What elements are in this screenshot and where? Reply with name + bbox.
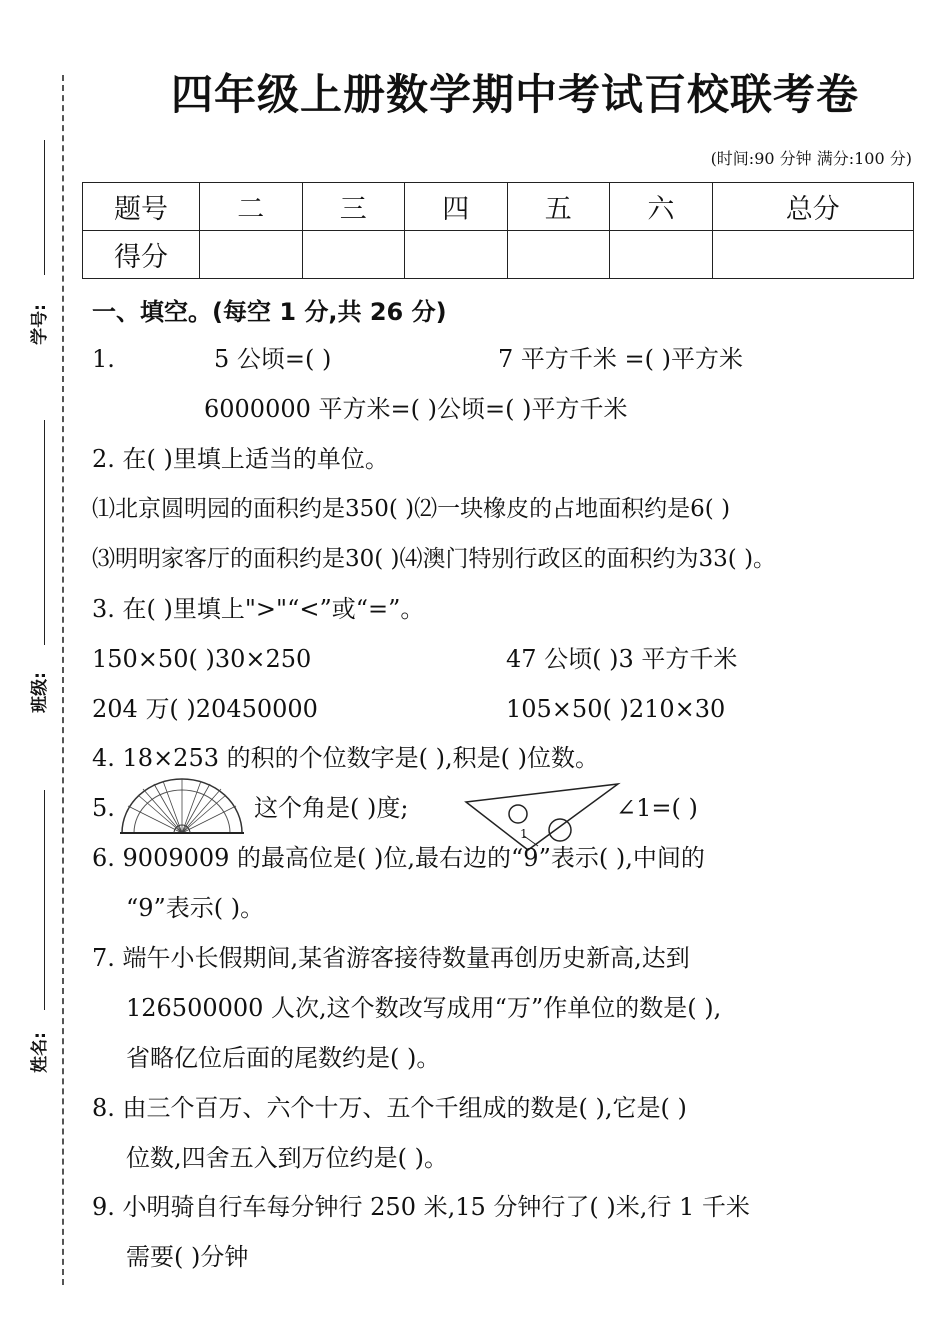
question-6-line-1: 6. 9009009 的最高位是( )位,最右边的“9”表示( ),中间的 [92,844,705,872]
question-3: 3. 在( )里填上">"“<”或“=”。 [92,595,425,623]
xingming-line [44,790,45,1010]
question-9-line-1: 9. 小明骑自行车每分钟行 250 米,15 分钟行了( )米,行 1 千米 [92,1193,750,1221]
cut-line [62,75,64,1285]
binding-margin [0,0,75,1344]
banji-label: 班级: [29,672,50,713]
question-3-b: 47 公顷( )3 平方千米 [506,645,738,673]
header-cell: 二 [200,183,303,231]
header-cell: 总分 [712,183,913,231]
question-2: 2. 在( )里填上适当的单位。 [92,445,389,473]
question-1-part-a: 5 公顷=( ) [214,345,332,373]
question-5-number: 5. [92,794,115,822]
question-5-part-a: 这个角是( )度; [254,794,409,822]
question-4: 4. 18×253 的积的个位数字是( ),积是( )位数。 [92,744,599,772]
question-3-a: 150×50( )30×250 [92,645,312,673]
question-2-items-2: ⑶明明家客厅的面积约是30( )⑷澳门特别行政区的面积约为33( )。 [92,546,777,572]
question-9-line-2: 需要( )分钟 [126,1243,249,1271]
question-1-part-b: 7 平方千米 =( )平方米 [498,345,743,373]
xuehao-label: 学号: [29,304,50,345]
question-3-d: 105×50( )210×30 [506,695,726,723]
question-2-items-1: ⑴北京圆明园的面积约是350( )⑵一块橡皮的占地面积约是6( ) [92,496,731,522]
angle-label: 1 [520,827,528,841]
section-heading: 一、填空。(每空 1 分,共 26 分) [92,298,447,326]
question-7-line-1: 7. 端午小长假期间,某省游客接待数量再创历史新高,达到 [92,944,690,972]
banji-line [44,420,45,645]
score-table [82,182,914,279]
xingming-label: 姓名: [29,1032,50,1073]
exam-info: (时间:90 分钟 满分:100 分) [710,149,912,168]
score-cell[interactable] [405,231,508,279]
question-5-part-b: ∠1=( ) [616,794,698,822]
score-table-header-row [83,183,914,231]
question-1-part-c: 6000000 平方米=( )公顷=( )平方千米 [204,395,628,423]
question-7-line-3: 省略亿位后面的尾数约是( )。 [126,1044,441,1072]
question-6-line-2: “9”表示( )。 [126,894,265,922]
score-table-score-row [83,231,914,279]
score-cell[interactable] [302,231,405,279]
header-cell: 题号 [83,183,200,231]
header-cell: 六 [610,183,713,231]
header-cell: 四 [405,183,508,231]
score-cell[interactable] [610,231,713,279]
score-cell[interactable] [200,231,303,279]
set-square-icon [462,776,622,852]
score-cell[interactable] [712,231,913,279]
score-cell[interactable] [507,231,610,279]
question-3-c: 204 万( )20450000 [92,695,318,723]
page-title: 四年级上册数学期中考试百校联考卷 [170,70,859,119]
question-7-line-2: 126500000 人次,这个数改写成用“万”作单位的数是( ), [126,994,722,1022]
question-8-line-2: 位数,四舍五入到万位约是( )。 [126,1144,448,1172]
question-8-line-1: 8. 由三个百万、六个十万、五个千组成的数是( ),它是( ) [92,1094,687,1122]
header-cell: 五 [507,183,610,231]
header-cell: 三 [302,183,405,231]
protractor-icon [118,775,246,837]
question-1-number: 1. [92,345,115,373]
row-label: 得分 [83,231,200,279]
xuehao-line [44,140,45,275]
